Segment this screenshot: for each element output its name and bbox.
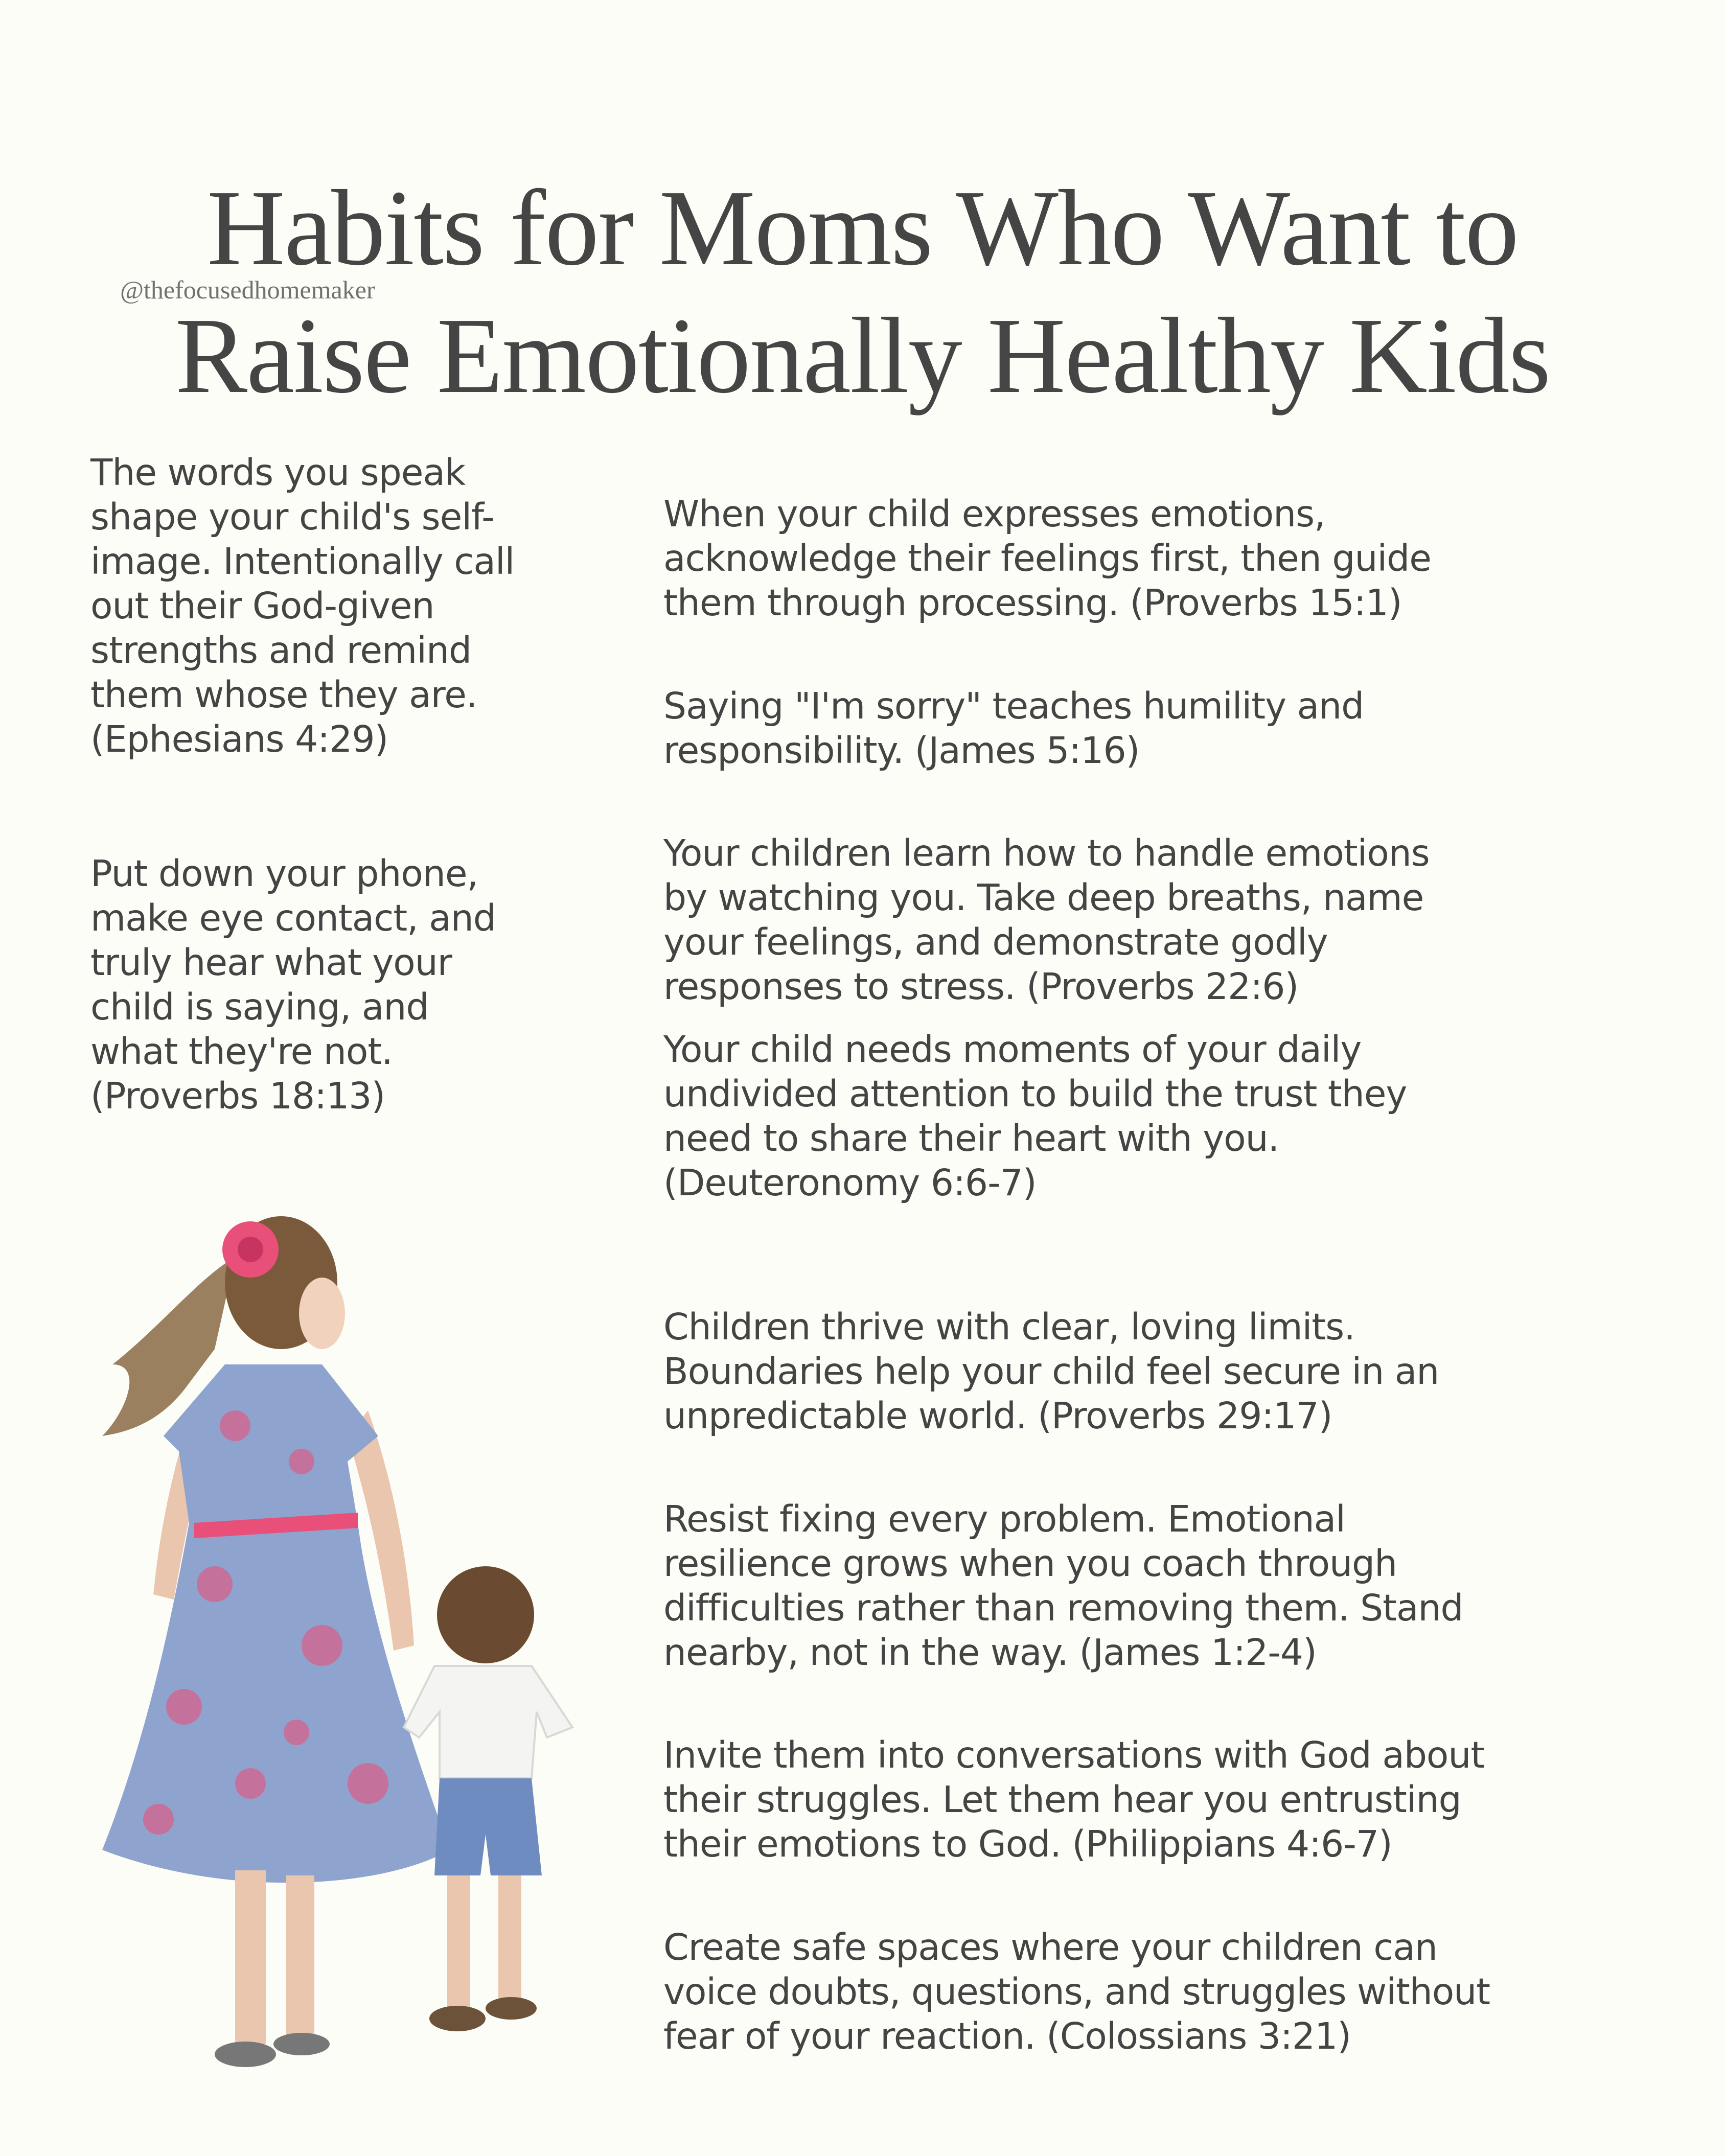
habit-paragraph bbox=[663, 1925, 1490, 2058]
habit-paragraph bbox=[663, 831, 1430, 1009]
habit-line: Put down your phone, bbox=[90, 852, 478, 895]
author-handle: @thefocusedhomemaker bbox=[120, 275, 375, 304]
mother-and-child-illustration bbox=[82, 1196, 634, 2116]
habit-line: Create safe spaces where your children can bbox=[663, 1926, 1437, 1968]
habit-line: Children thrive with clear, loving limits. bbox=[663, 1306, 1355, 1348]
habit-line: fear of your reaction. (Colossians 3:21) bbox=[663, 2015, 1351, 2057]
child-shirt bbox=[404, 1666, 572, 1778]
habit-line: acknowledge their feelings first, then guide bbox=[663, 537, 1431, 579]
habit-line: child is saying, and bbox=[90, 986, 429, 1028]
habit-line: truly hear what your bbox=[90, 941, 452, 984]
habit-line: what they're not. bbox=[90, 1030, 393, 1073]
habit-line: nearby, not in the way. (James 1:2-4) bbox=[663, 1631, 1317, 1674]
habit-line: by watching you. Take deep breaths, name bbox=[663, 876, 1424, 919]
child-head bbox=[437, 1566, 534, 1663]
habit-line: Invite them into conversations with God about bbox=[663, 1734, 1485, 1776]
habit-line: image. Intentionally call bbox=[90, 540, 515, 583]
habit-paragraph bbox=[90, 851, 496, 1118]
title-line-1: Habits for Moms Who Want to bbox=[206, 168, 1519, 288]
habit-line: responsibility. (James 5:16) bbox=[663, 729, 1140, 772]
habit-line: them through processing. (Proverbs 15:1) bbox=[663, 582, 1402, 624]
habit-line: need to share their heart with you. bbox=[663, 1117, 1279, 1160]
habit-paragraph bbox=[663, 1733, 1484, 1866]
habit-line: make eye contact, and bbox=[90, 897, 496, 939]
habit-line: unpredictable world. (Proverbs 29:17) bbox=[663, 1395, 1332, 1437]
habit-paragraph bbox=[663, 1497, 1463, 1675]
habit-line: When your child expresses emotions, bbox=[663, 493, 1325, 535]
habit-line: out their God-given bbox=[90, 585, 434, 627]
habit-line: (Ephesians 4:29) bbox=[90, 718, 388, 760]
habit-line: your feelings, and demonstrate godly bbox=[663, 921, 1328, 963]
habit-line: strengths and remind bbox=[90, 629, 472, 671]
habit-line: Boundaries help your child feel secure in an bbox=[663, 1350, 1439, 1393]
habit-line: responses to stress. (Proverbs 22:6) bbox=[663, 965, 1299, 1008]
habit-paragraph bbox=[90, 450, 514, 761]
habit-paragraph bbox=[663, 1305, 1439, 1438]
habit-line: Saying "I'm sorry" teaches humility and bbox=[663, 685, 1364, 727]
habit-line: Your child needs moments of your daily bbox=[663, 1028, 1362, 1071]
habit-line: (Deuteronomy 6:6-7) bbox=[663, 1162, 1037, 1204]
habit-line: Resist fixing every problem. Emotional bbox=[663, 1498, 1345, 1540]
habit-paragraph bbox=[663, 684, 1364, 773]
habit-paragraph bbox=[663, 1027, 1407, 1205]
child-shorts bbox=[434, 1778, 542, 1875]
habit-line: undivided attention to build the trust they bbox=[663, 1073, 1407, 1115]
habit-paragraph bbox=[663, 492, 1431, 625]
title-line-2: Raise Emotionally Healthy Kids bbox=[175, 295, 1550, 415]
habit-line: them whose they are. bbox=[90, 674, 477, 716]
habit-line: resilience grows when you coach through bbox=[663, 1542, 1397, 1585]
habit-line: voice doubts, questions, and struggles without bbox=[663, 1970, 1490, 2013]
habit-line: The words you speak bbox=[90, 451, 466, 494]
habit-line: their emotions to God. (Philippians 4:6-7) bbox=[663, 1823, 1392, 1865]
habit-line: shape your child's self- bbox=[90, 496, 494, 538]
habit-line: difficulties rather than removing them. Stand bbox=[663, 1587, 1463, 1629]
habit-line: (Proverbs 18:13) bbox=[90, 1075, 385, 1117]
habit-line: their struggles. Let them hear you entrusting bbox=[663, 1778, 1461, 1821]
habit-line: Your children learn how to handle emotions bbox=[663, 832, 1430, 874]
